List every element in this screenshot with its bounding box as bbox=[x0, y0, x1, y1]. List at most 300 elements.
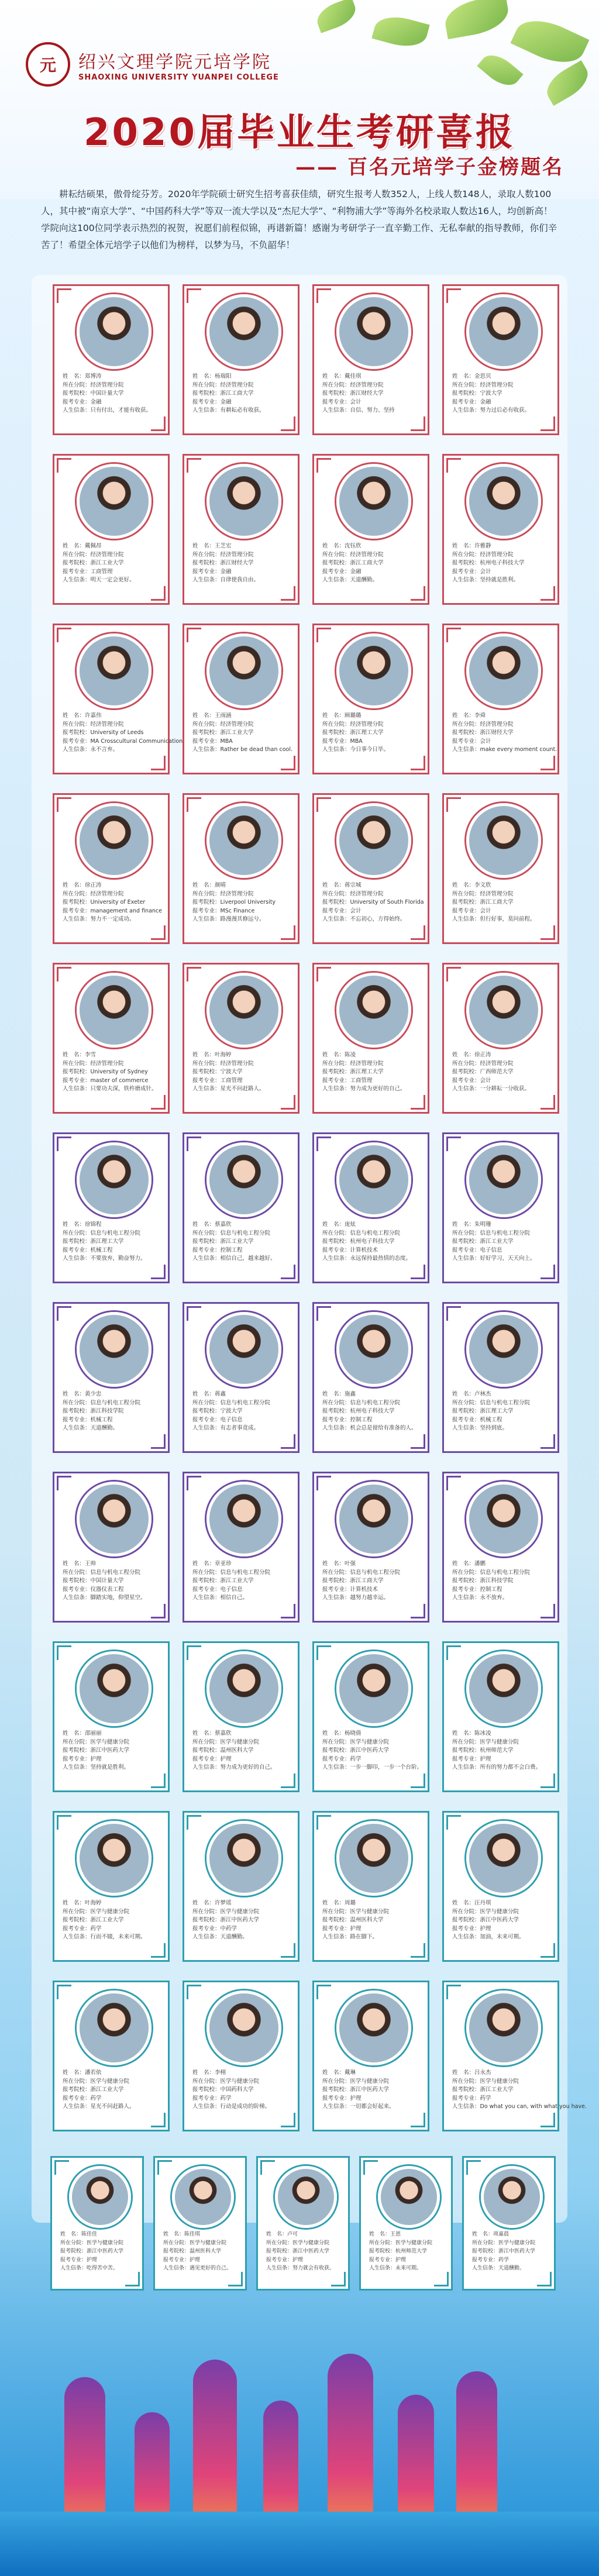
student-college bbox=[192, 2078, 292, 2086]
student-major bbox=[192, 2095, 292, 2103]
field-value: 医学与健康分院 bbox=[90, 1738, 130, 1745]
field-value: 医学与健康分院 bbox=[87, 2240, 124, 2246]
student-school bbox=[322, 729, 422, 738]
field-label: 报考专业： bbox=[322, 398, 350, 405]
field-label: 报考院校： bbox=[322, 560, 350, 566]
field-value: 一分耕耘一分收获。 bbox=[480, 1086, 531, 1092]
student-info bbox=[452, 1560, 552, 1603]
student-photo bbox=[336, 1651, 411, 1726]
student-info bbox=[63, 373, 162, 415]
field-value: 金融 bbox=[480, 398, 491, 405]
field-label: 姓 名： bbox=[63, 1052, 85, 1058]
student-card bbox=[183, 1811, 300, 1962]
student-major bbox=[452, 1416, 552, 1425]
field-value: 药学 bbox=[480, 2095, 491, 2102]
field-label: 人生信条： bbox=[322, 2103, 350, 2110]
field-label: 姓 名： bbox=[322, 1391, 345, 1397]
field-value: 杭州电子科技大学 bbox=[350, 1408, 395, 1414]
student-motto bbox=[452, 1764, 552, 1772]
field-label: 人生信条： bbox=[63, 1934, 91, 1940]
field-label: 报考专业： bbox=[192, 1586, 221, 1593]
field-value: Rather be dead than cool. bbox=[220, 746, 293, 753]
field-value: 天道酬勤。 bbox=[220, 1934, 249, 1940]
student-photo bbox=[77, 294, 152, 369]
student-college bbox=[192, 1908, 292, 1917]
student-photo bbox=[206, 1142, 281, 1217]
field-label: 报考专业： bbox=[266, 2257, 293, 2263]
field-label: 报考院校： bbox=[266, 2248, 293, 2254]
field-label: 报考院校： bbox=[63, 1069, 91, 1075]
field-label: 报考院校： bbox=[63, 899, 91, 905]
student-major bbox=[452, 1925, 552, 1934]
field-value: 护理 bbox=[395, 2257, 407, 2263]
field-value: MSc Finance bbox=[220, 907, 255, 914]
student-card bbox=[442, 1132, 559, 1283]
field-value: 仪器仪表工程 bbox=[90, 1586, 124, 1593]
field-label: 姓 名： bbox=[192, 1391, 215, 1397]
field-value: 信息与机电工程分院 bbox=[220, 1399, 271, 1406]
student-school bbox=[63, 898, 162, 907]
student-info bbox=[452, 881, 552, 924]
field-label: 所在分院： bbox=[266, 2240, 293, 2246]
student-name bbox=[322, 1560, 422, 1569]
student-major bbox=[452, 2095, 552, 2103]
field-label: 人生信条： bbox=[452, 577, 480, 583]
field-value: 明天一定会更好。 bbox=[90, 577, 135, 583]
field-label: 所在分院： bbox=[192, 1569, 221, 1576]
field-label: 报考院校： bbox=[192, 729, 221, 736]
student-school bbox=[452, 2086, 552, 2095]
field-value: 只要功夫深，铁杵磨成针。 bbox=[90, 1086, 157, 1092]
field-label: 姓 名： bbox=[452, 373, 475, 380]
field-label: 报考专业： bbox=[322, 1416, 350, 1423]
field-value: 信息与机电工程分院 bbox=[480, 1569, 531, 1576]
field-label: 所在分院： bbox=[322, 1230, 350, 1237]
field-value: 金融 bbox=[220, 398, 232, 405]
field-value: 有耕耘必有收获。 bbox=[220, 407, 265, 414]
student-college bbox=[63, 1399, 162, 1408]
field-label: 报考院校： bbox=[63, 1238, 91, 1245]
student-photo bbox=[206, 464, 281, 539]
field-value: 宁波大学 bbox=[480, 390, 502, 397]
field-value: 李舜 bbox=[474, 712, 486, 719]
field-value: 护理 bbox=[480, 1925, 491, 1932]
field-value: 所有的努力都不会白费。 bbox=[480, 1764, 542, 1771]
student-major bbox=[322, 1755, 422, 1764]
student-motto bbox=[322, 576, 422, 585]
field-label: 报考院校： bbox=[322, 2086, 350, 2093]
field-value: 相信自己。 bbox=[220, 1594, 249, 1601]
field-label: 报考专业： bbox=[63, 1246, 91, 1253]
student-college bbox=[452, 1738, 552, 1747]
field-value: 不要放弃，勤奋努力。 bbox=[90, 1255, 146, 1262]
student-college bbox=[63, 1908, 162, 1917]
student-name bbox=[63, 373, 162, 381]
field-label: 报考院校： bbox=[192, 1238, 221, 1245]
field-value: 努力就会有收获。 bbox=[292, 2265, 335, 2271]
field-label: 所在分院： bbox=[452, 721, 480, 728]
field-label: 姓 名： bbox=[192, 1052, 215, 1058]
field-value: 吃得苦中苦。 bbox=[87, 2265, 119, 2271]
field-label: 所在分院： bbox=[452, 1399, 480, 1406]
student-photo bbox=[466, 633, 541, 708]
student-major bbox=[322, 1586, 422, 1594]
field-label: 姓 名： bbox=[192, 1730, 215, 1737]
page-title: 2020届毕业生考研喜报 bbox=[83, 111, 516, 154]
field-label: 报考院校： bbox=[63, 1578, 91, 1584]
field-label: 人生信条： bbox=[322, 577, 350, 583]
student-school bbox=[192, 898, 292, 907]
student-card bbox=[312, 1811, 429, 1962]
student-college bbox=[63, 1738, 162, 1747]
field-label: 人生信条： bbox=[192, 407, 221, 414]
student-major bbox=[322, 738, 422, 746]
field-label: 所在分院： bbox=[452, 1908, 480, 1915]
student-card bbox=[183, 793, 300, 944]
student-card bbox=[442, 963, 559, 1114]
student-card bbox=[183, 1641, 300, 1792]
field-value: 会计 bbox=[480, 907, 491, 914]
student-college bbox=[192, 1230, 292, 1238]
page-subtitle: —— 百名元培学子金榜题名 bbox=[295, 156, 564, 179]
field-label: 报考院校： bbox=[322, 1578, 350, 1584]
student-school bbox=[192, 1238, 292, 1246]
field-label: 报考院校： bbox=[452, 2086, 480, 2093]
student-college bbox=[452, 551, 552, 560]
field-value: 有志者事竟成。 bbox=[220, 1425, 260, 1431]
field-value: 自律使我自由。 bbox=[220, 577, 260, 583]
student-motto bbox=[63, 407, 162, 415]
field-label: 报考专业： bbox=[63, 1077, 91, 1084]
field-label: 人生信条： bbox=[63, 746, 91, 753]
student-info bbox=[322, 542, 422, 585]
field-value: 工商管理 bbox=[90, 568, 113, 575]
field-label: 报考专业： bbox=[322, 1755, 350, 1762]
field-value: 浙江工业大学 bbox=[220, 1578, 254, 1584]
field-value: 加油，未来可期。 bbox=[480, 1934, 525, 1940]
student-major bbox=[63, 2095, 162, 2103]
field-value: Liverpool University bbox=[220, 899, 276, 905]
field-label: 姓 名： bbox=[63, 1221, 85, 1228]
field-value: 经济管理分院 bbox=[90, 890, 124, 897]
field-value: 经济管理分院 bbox=[350, 551, 384, 558]
student-photo bbox=[466, 1142, 541, 1217]
field-value: 浙江中医药大学 bbox=[220, 1917, 260, 1923]
student-photo bbox=[336, 1312, 411, 1387]
student-info bbox=[192, 1560, 292, 1603]
student-motto bbox=[192, 1255, 292, 1263]
field-label: 所在分院： bbox=[192, 1738, 221, 1745]
student-school bbox=[192, 2086, 292, 2095]
student-card bbox=[53, 1472, 170, 1623]
student-major bbox=[63, 907, 162, 916]
student-info bbox=[452, 1051, 552, 1094]
field-label: 报考院校： bbox=[63, 1408, 91, 1414]
student-info bbox=[322, 881, 422, 924]
field-label: 所在分院： bbox=[192, 721, 221, 728]
student-photo bbox=[77, 1312, 152, 1387]
field-value: 努力不一定成功。 bbox=[90, 916, 135, 922]
student-photo bbox=[336, 1142, 411, 1217]
student-name bbox=[452, 1560, 552, 1569]
student-card bbox=[183, 1302, 300, 1453]
student-name bbox=[322, 1390, 422, 1399]
field-value: 努力成为更好的自己。 bbox=[350, 1086, 406, 1092]
student-card bbox=[312, 1302, 429, 1453]
field-label: 报考院校： bbox=[452, 1917, 480, 1923]
student-card bbox=[53, 793, 170, 944]
field-label: 人生信条： bbox=[322, 407, 350, 414]
field-label: 报考专业： bbox=[192, 568, 221, 575]
field-label: 姓 名： bbox=[322, 1052, 345, 1058]
field-label: 姓 名： bbox=[452, 2069, 475, 2076]
field-value: 信息与机电工程分院 bbox=[90, 1569, 141, 1576]
student-info bbox=[322, 373, 422, 415]
field-value: 浙江工商大学 bbox=[350, 560, 384, 566]
field-label: 报考专业： bbox=[452, 1246, 480, 1253]
student-info bbox=[452, 712, 557, 755]
student-school bbox=[63, 1577, 162, 1586]
field-label: 人生信条： bbox=[192, 1086, 221, 1092]
student-school bbox=[322, 898, 422, 907]
field-value: 信息与机电工程分院 bbox=[220, 1230, 271, 1237]
field-label: 姓 名： bbox=[452, 882, 475, 888]
student-name bbox=[322, 1051, 422, 1060]
student-motto bbox=[63, 576, 162, 585]
student-name bbox=[322, 373, 422, 381]
field-value: 信息与机电工程分院 bbox=[350, 1230, 401, 1237]
student-school bbox=[192, 729, 292, 738]
field-label: 人生信条： bbox=[322, 1594, 350, 1601]
field-label: 人生信条： bbox=[163, 2265, 190, 2271]
student-name bbox=[322, 1899, 422, 1908]
field-value: 卢可 bbox=[287, 2231, 298, 2237]
student-photo bbox=[77, 1990, 152, 2065]
field-label: 姓 名： bbox=[452, 543, 475, 549]
student-school bbox=[452, 1238, 552, 1246]
student-name bbox=[452, 1730, 552, 1738]
field-value: 蒋鑫 bbox=[215, 1391, 226, 1397]
field-label: 所在分院： bbox=[322, 721, 350, 728]
field-value: 经济管理分院 bbox=[90, 721, 124, 728]
student-name bbox=[192, 2069, 292, 2078]
student-major bbox=[63, 398, 162, 407]
student-motto bbox=[192, 407, 292, 415]
field-label: 所在分院： bbox=[192, 2078, 221, 2085]
student-major bbox=[192, 1246, 292, 1255]
field-value: 经济管理分院 bbox=[480, 890, 514, 897]
field-value: 控制工程 bbox=[220, 1246, 243, 1253]
field-value: 信息与机电工程分院 bbox=[220, 1569, 271, 1576]
student-name bbox=[452, 1899, 552, 1908]
field-value: master of commerce bbox=[90, 1077, 149, 1084]
student-photo bbox=[336, 1482, 411, 1556]
field-label: 报考专业： bbox=[322, 738, 350, 745]
student-school bbox=[63, 729, 162, 738]
student-info bbox=[63, 1560, 162, 1603]
student-motto bbox=[192, 915, 292, 924]
student-info bbox=[452, 1221, 552, 1263]
student-photo bbox=[206, 633, 281, 708]
student-college bbox=[192, 551, 292, 560]
field-value: 医学与健康分院 bbox=[190, 2240, 227, 2246]
field-label: 报考专业： bbox=[192, 1246, 221, 1253]
student-card bbox=[312, 793, 429, 944]
student-major bbox=[452, 1246, 552, 1255]
student-school bbox=[322, 1407, 422, 1416]
student-photo bbox=[206, 973, 281, 1048]
student-info bbox=[322, 1221, 422, 1263]
field-value: 天道酬勤。 bbox=[90, 1425, 119, 1431]
student-name bbox=[192, 1221, 292, 1230]
field-label: 报考专业： bbox=[192, 398, 221, 405]
field-label: 人生信条： bbox=[192, 1934, 221, 1940]
student-major bbox=[322, 1416, 422, 1425]
student-info bbox=[452, 1730, 552, 1772]
field-value: 信息与机电工程分院 bbox=[90, 1230, 141, 1237]
field-value: 努力过后必有收获。 bbox=[480, 407, 531, 414]
field-label: 姓 名： bbox=[63, 543, 85, 549]
student-major bbox=[452, 1755, 552, 1764]
student-school bbox=[452, 559, 552, 568]
student-motto bbox=[63, 1594, 162, 1603]
field-label: 所在分院： bbox=[452, 890, 480, 897]
field-value: 李栩 bbox=[215, 2069, 226, 2076]
student-college bbox=[322, 1908, 422, 1917]
student-college bbox=[192, 1399, 292, 1408]
field-value: 护理 bbox=[350, 1925, 362, 1932]
student-name bbox=[322, 542, 422, 551]
field-label: 报考院校： bbox=[452, 390, 480, 397]
field-value: 浙江财经大学 bbox=[480, 729, 514, 736]
field-value: 药学 bbox=[498, 2257, 510, 2263]
field-value: 顾璐璐 bbox=[345, 712, 362, 719]
student-major bbox=[63, 1416, 162, 1425]
field-value: 计算机技术 bbox=[350, 1586, 378, 1593]
student-school bbox=[452, 1068, 552, 1077]
student-motto bbox=[63, 1085, 162, 1094]
field-label: 姓 名： bbox=[63, 373, 85, 380]
field-label: 人生信条： bbox=[322, 746, 350, 753]
field-value: 路漫漫其修远兮。 bbox=[220, 916, 265, 922]
student-name bbox=[63, 1051, 162, 1060]
student-card bbox=[442, 1981, 587, 2131]
student-name bbox=[322, 1730, 422, 1738]
field-value: 努力成为更好的自己。 bbox=[220, 1764, 276, 1771]
field-label: 姓 名： bbox=[322, 543, 345, 549]
field-value: 经济管理分院 bbox=[480, 381, 514, 388]
student-info bbox=[322, 1560, 422, 1603]
student-major bbox=[63, 1077, 162, 1086]
field-value: 医学与健康分院 bbox=[395, 2240, 433, 2246]
student-photo bbox=[466, 464, 541, 539]
student-card bbox=[312, 1132, 429, 1283]
field-value: 沈钰欣 bbox=[345, 543, 362, 549]
student-photo bbox=[69, 2166, 131, 2228]
field-value: 遇见更好的自己。 bbox=[190, 2265, 232, 2271]
student-college bbox=[322, 1569, 422, 1578]
student-name bbox=[63, 1560, 162, 1569]
field-value: 王雨涵 bbox=[215, 712, 232, 719]
field-value: 信息与机电工程分院 bbox=[480, 1230, 531, 1237]
student-card bbox=[312, 1981, 429, 2131]
field-value: 蒋宗城 bbox=[345, 882, 362, 888]
student-name bbox=[452, 2069, 552, 2078]
student-name bbox=[192, 1051, 292, 1060]
field-label: 报考院校： bbox=[452, 1408, 480, 1414]
field-value: 行而不辍，未来可期。 bbox=[90, 1934, 146, 1940]
field-label: 报考专业： bbox=[452, 738, 480, 745]
student-motto bbox=[63, 1933, 162, 1942]
field-value: 信息与机电工程分院 bbox=[90, 1399, 141, 1406]
student-college bbox=[63, 2078, 162, 2086]
field-label: 姓 名： bbox=[192, 1900, 215, 1906]
student-name bbox=[452, 881, 552, 890]
student-school bbox=[452, 1747, 552, 1755]
student-major bbox=[452, 907, 552, 916]
field-label: 所在分院： bbox=[322, 1060, 350, 1067]
field-value: 经济管理分院 bbox=[220, 1060, 254, 1067]
student-motto bbox=[192, 2103, 292, 2112]
field-value: 中国计量大学 bbox=[90, 390, 124, 397]
student-card bbox=[312, 624, 429, 774]
field-label: 所在分院： bbox=[452, 1738, 480, 1745]
student-info bbox=[192, 2069, 292, 2112]
field-label: 姓 名： bbox=[63, 1730, 85, 1737]
field-value: 经济管理分院 bbox=[220, 381, 254, 388]
field-value: 王恩 bbox=[390, 2231, 401, 2237]
student-card bbox=[53, 624, 183, 774]
student-card bbox=[442, 454, 559, 605]
field-label: 报考专业： bbox=[63, 2095, 91, 2102]
student-photo bbox=[466, 1990, 541, 2065]
field-value: 护理 bbox=[90, 1755, 102, 1762]
student-photo bbox=[77, 973, 152, 1048]
field-label: 姓 名： bbox=[322, 882, 345, 888]
student-motto bbox=[322, 1085, 422, 1094]
field-value: 许雅静 bbox=[474, 543, 491, 549]
leaf-decoration bbox=[371, 11, 429, 52]
student-photo bbox=[378, 2166, 440, 2228]
field-value: 浙江中医药大学 bbox=[87, 2248, 124, 2254]
field-value: 吕永杰 bbox=[474, 2069, 491, 2076]
student-name bbox=[192, 712, 292, 721]
student-school bbox=[322, 2086, 422, 2095]
field-label: 姓 名： bbox=[322, 2069, 345, 2076]
field-label: 人生信条： bbox=[192, 2103, 221, 2110]
student-photo bbox=[206, 1990, 281, 2065]
field-label: 报考专业： bbox=[452, 2095, 480, 2102]
field-label: 所在分院： bbox=[63, 721, 91, 728]
student-college bbox=[322, 890, 422, 899]
student-card bbox=[53, 284, 170, 435]
field-label: 所在分院： bbox=[322, 1399, 350, 1406]
field-label: 人生信条： bbox=[63, 1594, 91, 1601]
field-label: 报考专业： bbox=[322, 1586, 350, 1593]
student-school bbox=[322, 1068, 422, 1077]
field-label: 所在分院： bbox=[452, 551, 480, 558]
field-value: 脚踏实地，仰望星空。 bbox=[90, 1594, 146, 1601]
field-label: 所在分院： bbox=[452, 1569, 480, 1576]
student-info bbox=[192, 1730, 292, 1772]
student-motto bbox=[63, 1764, 162, 1772]
student-motto bbox=[322, 915, 422, 924]
intro-paragraph: 耕耘结硕果，傲骨绽芬芳。2020年学院硕士研究生招考喜获佳绩，研究生报考人数352人，上线人数148人，录取人数100人，其中被“南京大学”、“中国药科大学”等双一流大学以及“杰尼大学”、“利物浦大学”等海外名校录取人数达16人，均创新高！学院向这100位同学表示热烈的祝贺，祝愿们前程似锦，再谱新篇！感谢为考研学子一直辛勤工作、无私奉献的指导教师，你们辛苦了！希望全体元培学子以他们为榜样，以梦为马，不负韶华！ bbox=[41, 189, 557, 250]
field-value: 机械工程 bbox=[90, 1246, 113, 1253]
student-photo bbox=[77, 803, 152, 878]
field-value: 医学与健康分院 bbox=[220, 2078, 260, 2085]
field-label: 报考院校： bbox=[192, 1917, 221, 1923]
